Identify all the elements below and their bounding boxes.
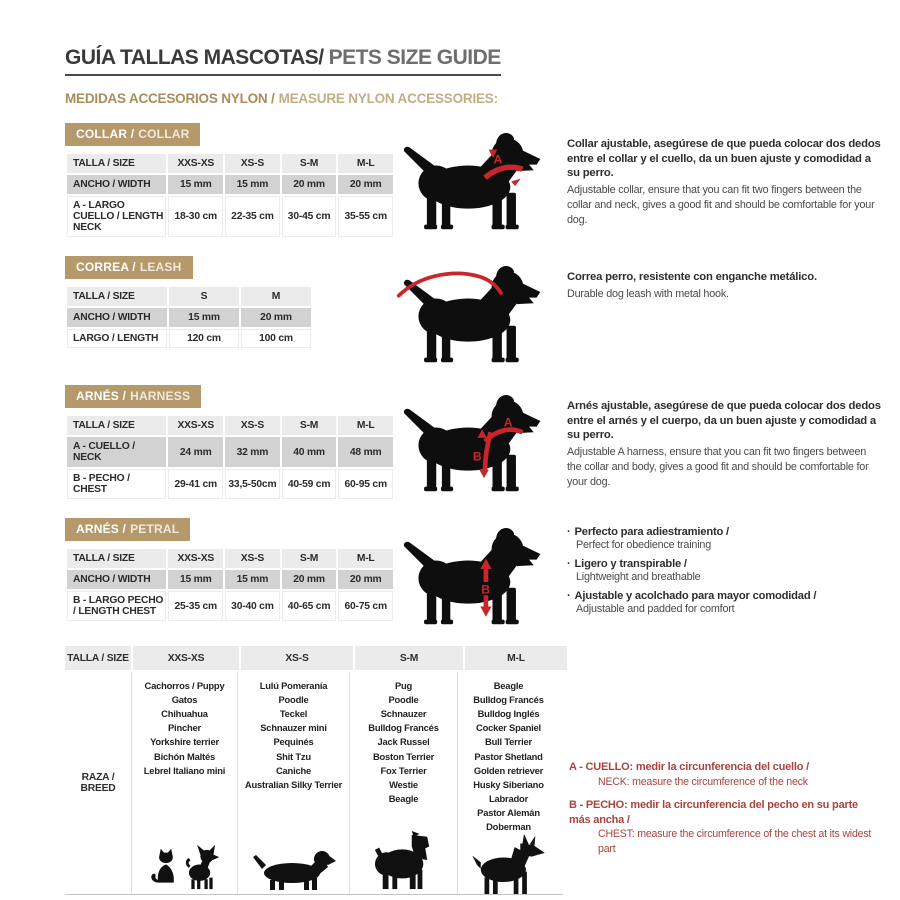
petral-section (65, 518, 882, 630)
dog-silhouette-harness-icon (395, 389, 545, 497)
note-code: A - CUELLO: (569, 760, 633, 773)
collar-description-en: Adjustable collar, ensure that you can fit two fingers between the collar and neck, gives a good fit and should be comfortable for your dog. (567, 184, 875, 226)
petral-badge: ARNÉS / PETRAL (65, 518, 190, 541)
note-code: B - PECHO: (569, 798, 628, 811)
harness-measure-label-b: B (472, 449, 482, 464)
doberman-silhouette-icon (467, 834, 551, 894)
harness-section (65, 385, 882, 501)
measurement-notes (569, 760, 882, 865)
harness-description-es: Arnés ajustable, asegúrese de que pueda colocar dos dedos entre el arnés y el cuerpo, da un buen ajuste y comodidad a su perro. (567, 400, 881, 442)
leash-description-es: Correa perro, resistente con enganche metálico. (567, 271, 817, 283)
table-header-row: TALLA / SIZE XXS-XS XS-S S-M M-L (67, 416, 393, 435)
breeds-cell-s-m: Pug Poodle Schnauzer Bulldog Francés Jack Russel Boston Terrier Fox Terrier Westie Beagle (349, 672, 457, 894)
list-item: · Ajustable y acolchado para mayor comodidad / Adjustable and padded for comfort (567, 590, 882, 615)
table-row: B - LARGO PECHO / LENGTH CHEST 25-35 cm 30-40 cm 40-65 cm 60-75 cm (67, 591, 393, 621)
breeds-cell-xs-s: Lulú Pomeranía Poodle Teckel Schnauzer mini Pequinés Shit Tzu Caniche Australian Silky Terrier (237, 672, 349, 894)
table-row: B - PECHO / CHEST 29-41 cm 33,5-50cm 40-59 cm 60-95 cm (67, 469, 393, 499)
collar-table (65, 152, 395, 239)
cat-silhouette-icon (149, 839, 179, 891)
petral-measure-label-b: B (481, 582, 490, 597)
page-title-en: PETS SIZE GUIDE (328, 46, 501, 69)
table-row: A - CUELLO / NECK 24 mm 32 mm 40 mm 48 mm (67, 437, 393, 467)
table-header-row: TALLA / SIZE XXS-XS XS-S S-M M-L (67, 154, 393, 173)
dog-petral-illustration (395, 518, 567, 630)
table-header-row: TALLA / SIZE XXS-XS XS-S S-M M-L (67, 549, 393, 568)
collar-measure-label-a: A (493, 152, 503, 167)
page-title-es: GUÍA TALLAS MASCOTAS/ (65, 46, 324, 69)
dog-leash-illustration (395, 256, 567, 368)
table-row: ANCHO / WIDTH 15 mm 20 mm (67, 308, 311, 327)
dog-silhouette-collar-icon (395, 127, 545, 235)
table-row: ANCHO / WIDTH 15 mm 15 mm 20 mm 20 mm (67, 175, 393, 194)
list-item: · Ligero y transpirable / Lightweight and breathable (567, 558, 882, 583)
collar-description-es: Collar ajustable, asegúrese de que pueda colocar dos dedos entre el collar y el cuello, da un buen ajuste y comodidad a su perro. (567, 138, 881, 180)
leash-table (65, 285, 313, 350)
harness-measure-label-a: A (503, 415, 513, 430)
breeds-cell-m-l: Beagle Bulldog Francés Bulldog Inglés Cocker Spaniel Bull Terrier Pastor Shetland Golden retriever Husky Siberiano Labrador Pastor Alemán Doberman (457, 672, 559, 894)
breeds-row-label: RAZA / BREED (80, 772, 116, 794)
collar-badge: COLLAR / COLLAR (65, 123, 200, 146)
list-item: · Perfecto para adiestramiento / Perfect for obedience training (567, 526, 882, 551)
page-subtitle (65, 91, 882, 106)
schnauzer-silhouette-icon (372, 831, 436, 891)
petral-feature-list (567, 526, 882, 615)
chihuahua-silhouette-icon (184, 843, 220, 891)
dog-silhouette-petral-icon (395, 522, 545, 630)
page-title (65, 46, 501, 76)
page-subtitle-es: MEDIDAS ACCESORIOS NYLON / (65, 91, 275, 106)
harness-table (65, 414, 395, 501)
breeds-header-row: TALLA / SIZE XXS-XS XS-S S-M M-L (65, 646, 563, 670)
table-row: A - LARGO CUELLO / LENGTH NECK 18-30 cm 22-35 cm 30-45 cm 35-55 cm (67, 196, 393, 237)
page-subtitle-en: MEASURE NYLON ACCESSORIES: (278, 91, 498, 106)
leash-description-en: Durable dog leash with metal hook. (567, 287, 729, 300)
dog-silhouette-leash-icon (395, 260, 545, 368)
dog-harness-illustration (395, 385, 567, 501)
petral-table (65, 547, 395, 623)
breeds-table (65, 646, 563, 895)
breeds-and-notes (65, 646, 882, 895)
note-chest: B - PECHO: medir la circunferencia del pecho en su parte más ancha / CHEST: measure the circumference of the chest at its widest part (569, 798, 872, 856)
table-header-row: TALLA / SIZE S M (67, 287, 311, 306)
harness-description-en: Adjustable A harness, ensure that you can fit two fingers between the collar and body, gives a good fit and should be comfortable for your dog. (567, 446, 869, 488)
breeds-cell-xxs-xs: Cachorros / Puppy Gatos Chihuahua Pincher Yorkshire terrier Bichón Maltés Lebrel Italiano mini (131, 672, 237, 894)
leash-section (65, 256, 882, 368)
leash-badge: CORREA / LEASH (65, 256, 193, 279)
note-neck: A - CUELLO: medir la circunferencia del cuello / NECK: measure the circumference of the neck (569, 760, 810, 788)
dachshund-silhouette-icon (252, 845, 336, 891)
dog-collar-illustration (395, 123, 567, 239)
collar-section (65, 123, 882, 239)
harness-badge: ARNÉS / HARNESS (65, 385, 201, 408)
table-row: LARGO / LENGTH 120 cm 100 cm (67, 329, 311, 348)
table-row: ANCHO / WIDTH 15 mm 15 mm 20 mm 20 mm (67, 570, 393, 589)
